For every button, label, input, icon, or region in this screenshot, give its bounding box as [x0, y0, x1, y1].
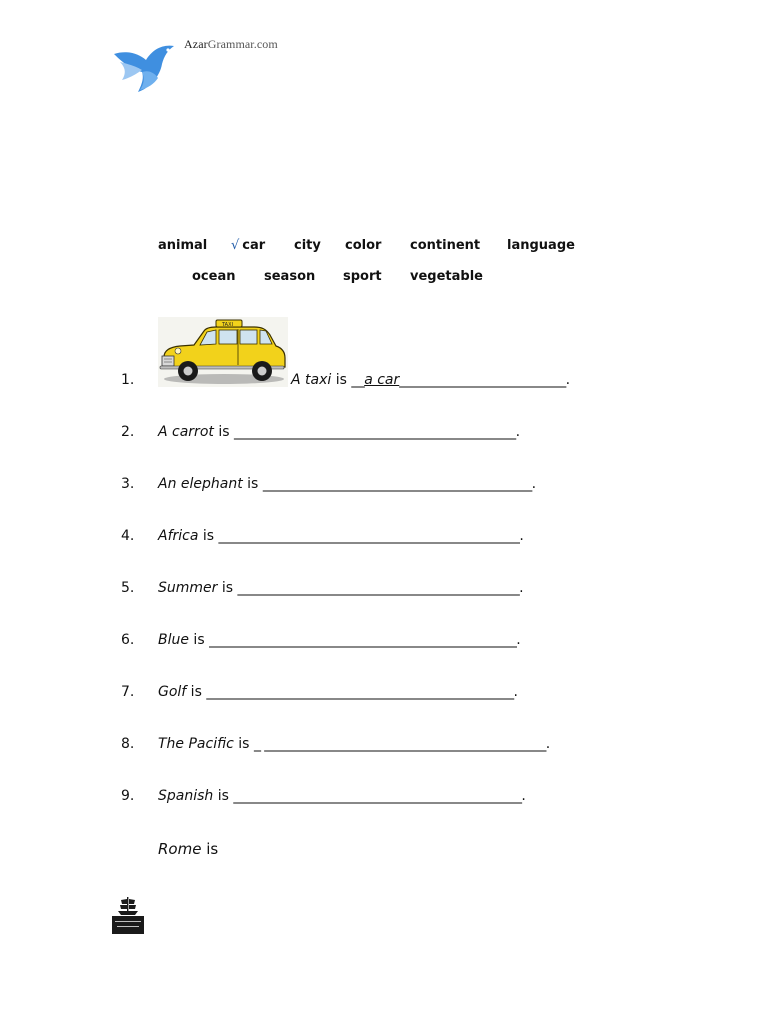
item-period: .: [565, 372, 571, 388]
answer-blank[interactable]: ________________________________________________: [209, 632, 517, 648]
azar-bird-logo-icon: [112, 40, 178, 96]
item-sentence: [158, 736, 550, 752]
item-number: 8.: [121, 736, 135, 752]
item-sentence: [158, 684, 518, 700]
word-bank-item: animal: [158, 238, 208, 253]
word-bank-item: language: [507, 238, 575, 253]
taxi-car-illustration: [158, 317, 288, 387]
word-bank-item: city: [294, 238, 321, 253]
item-number: 4.: [121, 528, 135, 544]
answer-blank[interactable]: ____________________________________________: [237, 580, 520, 596]
site-logo-text[interactable]: [184, 37, 278, 52]
item-verb: is: [186, 684, 207, 700]
word-bank-item: vegetable: [410, 269, 483, 284]
item-number: 9.: [121, 788, 135, 804]
answer-blank[interactable]: ________________________________________________: [206, 684, 514, 700]
item-verb: is: [213, 788, 234, 804]
item-number: 6.: [121, 632, 135, 648]
item-number: 3.: [121, 476, 135, 492]
item-verb: is: [233, 736, 254, 752]
item-period: .: [516, 632, 521, 648]
word-bank-item: ocean: [192, 269, 236, 284]
item-verb: is: [201, 840, 219, 858]
item-period: .: [513, 684, 518, 700]
word-bank-item-checked: [231, 238, 265, 253]
item-subject: Golf: [158, 684, 187, 700]
item-subject: Rome: [158, 840, 202, 858]
item-subject: Spanish: [158, 788, 214, 804]
item-subject: The Pacific: [158, 736, 234, 752]
item-verb: is: [331, 372, 352, 388]
item-sentence: [158, 632, 521, 648]
item-number: 5.: [121, 580, 135, 596]
word-bank-item: continent: [410, 238, 481, 253]
answer-blank[interactable]: _______________________________________________: [218, 528, 520, 544]
item-sentence: [158, 788, 526, 804]
word-bank-item: color: [345, 238, 382, 253]
answer-blank[interactable]: _ ____________________________________________: [253, 736, 546, 752]
item-subject: Blue: [158, 632, 189, 648]
item-number: 2.: [121, 424, 135, 440]
item-verb: is: [198, 528, 219, 544]
item-subject: A taxi: [291, 372, 332, 388]
item-period: .: [519, 528, 524, 544]
answer-blank[interactable]: __________________________________________: [262, 476, 532, 492]
item-verb: is: [242, 476, 263, 492]
item-period: .: [545, 736, 551, 752]
item-subject: A carrot: [158, 424, 214, 440]
item-number: 7.: [121, 684, 135, 700]
item-sentence: [291, 372, 570, 388]
answer-trail-blank: __________________________: [399, 372, 566, 388]
check-mark-icon: √: [231, 238, 240, 253]
item-period: .: [531, 476, 537, 492]
item-number: 1.: [121, 372, 135, 388]
svg-text:TAXI: TAXI: [222, 322, 233, 328]
exercise-item-10: [158, 840, 218, 858]
item-subject: Africa: [158, 528, 199, 544]
item-subject: Summer: [158, 580, 218, 596]
item-sentence: [158, 528, 524, 544]
answer-blank[interactable]: ____________________________________________: [233, 424, 516, 440]
item-period: .: [521, 788, 526, 804]
logo-brand-text: Azar: [184, 37, 208, 51]
pearson-longman-logo-icon: [112, 896, 144, 934]
item-sentence: [158, 580, 524, 596]
item-sentence: [158, 476, 536, 492]
item-period: .: [515, 424, 521, 440]
word-bank-item: sport: [343, 269, 382, 284]
word-bank-item: season: [264, 269, 316, 284]
item-subject: An elephant: [158, 476, 243, 492]
item-verb: is: [188, 632, 210, 648]
word-bank-item-label: car: [242, 238, 266, 253]
logo-domain-text: Grammar.com: [207, 37, 278, 51]
item-verb: is: [217, 580, 238, 596]
answer-blank[interactable]: _____________________________________________: [233, 788, 522, 804]
answer-text: a car: [364, 372, 400, 388]
item-verb: is: [213, 424, 234, 440]
answer-lead-blank: __: [351, 372, 365, 388]
item-period: .: [519, 580, 524, 596]
item-sentence: [158, 424, 520, 440]
